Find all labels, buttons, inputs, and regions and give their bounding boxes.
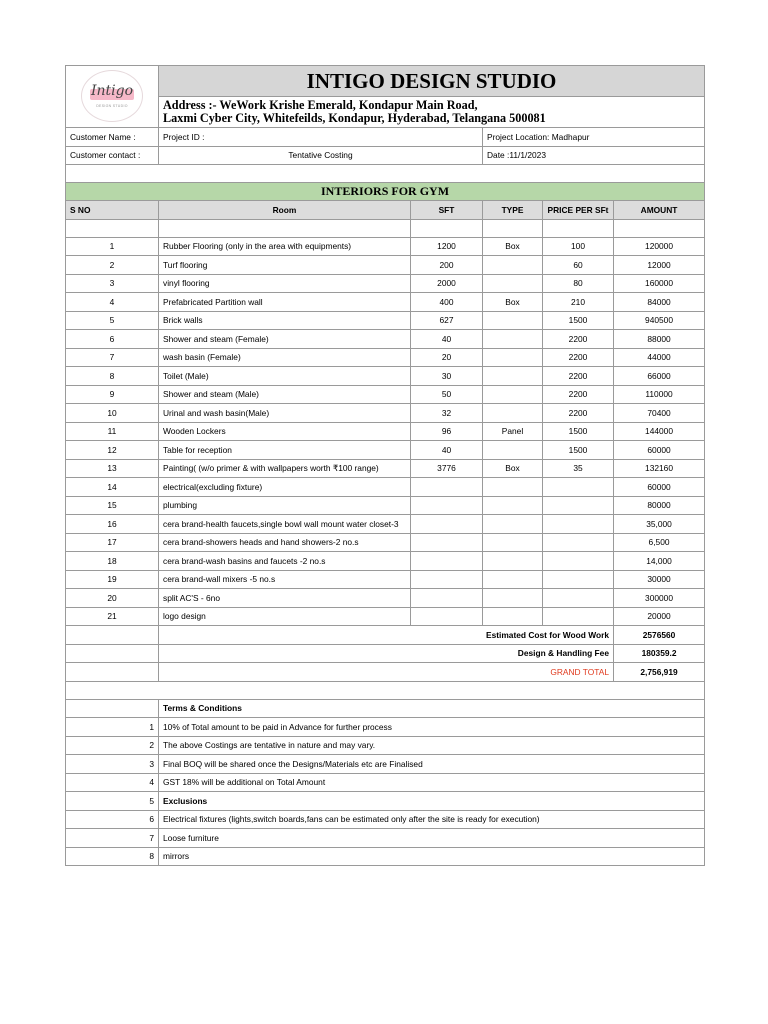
terms-row [66, 718, 705, 737]
total-value: 180359.2 [614, 644, 705, 663]
company-address [159, 97, 705, 128]
col-type-header: TYPE [483, 201, 543, 220]
table-row [66, 256, 705, 275]
item-sno: 5 [66, 311, 159, 330]
item-price [543, 533, 614, 552]
terms-title-row [66, 699, 705, 718]
total-row [66, 663, 705, 682]
address-line-2: Laxmi Cyber City, Whitefeilds, Kondapur, Hyderabad, Telangana 500081 [163, 111, 546, 125]
item-amount: 144000 [614, 422, 705, 441]
item-type [483, 589, 543, 608]
item-room: Table for reception [159, 441, 411, 460]
item-room: cera brand-health faucets,single bowl wall mount water closet-3 [159, 515, 411, 534]
item-price: 2200 [543, 348, 614, 367]
item-type [483, 348, 543, 367]
logo-cell [66, 66, 159, 128]
item-amount: 84000 [614, 293, 705, 312]
item-price: 1500 [543, 422, 614, 441]
table-row [66, 496, 705, 515]
table-row [66, 607, 705, 626]
terms-row [66, 773, 705, 792]
table-row [66, 570, 705, 589]
logo-wordmark: Intigo [90, 82, 134, 99]
item-price [543, 515, 614, 534]
item-room: Rubber Flooring (only in the area with equipments) [159, 237, 411, 256]
term-number: 8 [66, 847, 159, 866]
item-room: Brick walls [159, 311, 411, 330]
item-amount: 12000 [614, 256, 705, 275]
table-row [66, 293, 705, 312]
col-sno-header: S NO [66, 201, 159, 220]
item-room: Turf flooring [159, 256, 411, 275]
item-sno: 1 [66, 237, 159, 256]
item-type [483, 311, 543, 330]
terms-title: Terms & Conditions [159, 699, 705, 718]
blank-row [66, 219, 705, 237]
quotation-table-body [66, 66, 705, 866]
item-sno: 10 [66, 404, 159, 423]
terms-row [66, 829, 705, 848]
term-number: 5 [66, 792, 159, 811]
item-sft [411, 533, 483, 552]
table-row [66, 330, 705, 349]
item-amount: 80000 [614, 496, 705, 515]
item-type: Box [483, 293, 543, 312]
item-room: cera brand-showers heads and hand showers-2 no.s [159, 533, 411, 552]
item-sno: 15 [66, 496, 159, 515]
item-type: Box [483, 459, 543, 478]
terms-row [66, 847, 705, 866]
item-sft: 20 [411, 348, 483, 367]
term-number: 3 [66, 755, 159, 774]
item-room: Shower and steam (Female) [159, 330, 411, 349]
terms-row [66, 792, 705, 811]
item-room: logo design [159, 607, 411, 626]
item-sno: 20 [66, 589, 159, 608]
item-room: Toilet (Male) [159, 367, 411, 386]
total-label: GRAND TOTAL [159, 663, 614, 682]
item-sft [411, 496, 483, 515]
item-sft: 627 [411, 311, 483, 330]
item-sno: 2 [66, 256, 159, 275]
item-amount: 940500 [614, 311, 705, 330]
col-sft-header: SFT [411, 201, 483, 220]
table-row [66, 515, 705, 534]
term-text: The above Costings are tentative in nature and may vary. [159, 736, 705, 755]
item-amount: 160000 [614, 274, 705, 293]
table-row [66, 404, 705, 423]
term-text: 10% of Total amount to be paid in Advance for further process [159, 718, 705, 737]
item-sno: 7 [66, 348, 159, 367]
item-sft: 400 [411, 293, 483, 312]
project-id-label: Project ID : [159, 128, 483, 147]
company-logo: Intigo DESIGN STUDIO [81, 70, 143, 122]
item-sft [411, 478, 483, 497]
item-room: plumbing [159, 496, 411, 515]
item-type [483, 330, 543, 349]
blank-row [66, 165, 705, 183]
item-price: 80 [543, 274, 614, 293]
term-number: 4 [66, 773, 159, 792]
table-row [66, 589, 705, 608]
item-sft [411, 552, 483, 571]
col-amount-header: AMOUNT [614, 201, 705, 220]
item-type [483, 552, 543, 571]
item-type: Box [483, 237, 543, 256]
customer-contact-label: Customer contact : [66, 146, 159, 165]
item-price [543, 496, 614, 515]
item-sno: 9 [66, 385, 159, 404]
item-sft [411, 607, 483, 626]
table-row [66, 478, 705, 497]
item-type [483, 404, 543, 423]
term-text: GST 18% will be additional on Total Amount [159, 773, 705, 792]
address-line-1: Address :- WeWork Krishe Emerald, Kondapur Main Road, [163, 98, 478, 112]
item-sft: 30 [411, 367, 483, 386]
item-sno: 12 [66, 441, 159, 460]
blank-row [66, 681, 705, 699]
term-text: Electrical fixtures (lights,switch boards,fans can be estimated only after the site is ready for execution) [159, 810, 705, 829]
item-sno: 18 [66, 552, 159, 571]
item-price: 2200 [543, 330, 614, 349]
col-room-header: Room [159, 201, 411, 220]
total-row [66, 626, 705, 645]
item-sno: 8 [66, 367, 159, 386]
column-header-row [66, 201, 705, 220]
item-room: vinyl flooring [159, 274, 411, 293]
term-text: Final BOQ will be shared once the Designs/Materials etc are Finalised [159, 755, 705, 774]
quotation-sheet [65, 65, 704, 866]
section-row [66, 183, 705, 201]
item-sno: 13 [66, 459, 159, 478]
item-price: 100 [543, 237, 614, 256]
info-row-1 [66, 128, 705, 147]
col-price-header: PRICE PER SFt [543, 201, 614, 220]
item-amount: 35,000 [614, 515, 705, 534]
item-amount: 300000 [614, 589, 705, 608]
item-price: 60 [543, 256, 614, 275]
item-type [483, 607, 543, 626]
table-row [66, 348, 705, 367]
item-sft: 40 [411, 330, 483, 349]
table-row [66, 533, 705, 552]
table-row [66, 385, 705, 404]
item-sft: 1200 [411, 237, 483, 256]
item-type [483, 367, 543, 386]
item-amount: 14,000 [614, 552, 705, 571]
table-row [66, 441, 705, 460]
term-number: 2 [66, 736, 159, 755]
item-price [543, 552, 614, 571]
info-row-2 [66, 146, 705, 165]
item-sno: 16 [66, 515, 159, 534]
item-price [543, 589, 614, 608]
item-amount: 60000 [614, 441, 705, 460]
term-text: Loose furniture [159, 829, 705, 848]
project-location-label: Project Location: Madhapur [483, 128, 705, 147]
item-type [483, 515, 543, 534]
item-sno: 17 [66, 533, 159, 552]
item-amount: 132160 [614, 459, 705, 478]
table-row [66, 459, 705, 478]
section-title: INTERIORS FOR GYM [66, 183, 705, 201]
item-room: cera brand-wash basins and faucets -2 no.s [159, 552, 411, 571]
item-sft [411, 515, 483, 534]
item-sno: 11 [66, 422, 159, 441]
item-amount: 20000 [614, 607, 705, 626]
table-row [66, 422, 705, 441]
item-room: Urinal and wash basin(Male) [159, 404, 411, 423]
term-number: 7 [66, 829, 159, 848]
term-text: mirrors [159, 847, 705, 866]
item-type [483, 274, 543, 293]
table-row [66, 552, 705, 571]
term-number: 6 [66, 810, 159, 829]
item-price: 210 [543, 293, 614, 312]
total-label: Design & Handling Fee [159, 644, 614, 663]
item-amount: 110000 [614, 385, 705, 404]
item-sno: 19 [66, 570, 159, 589]
item-type [483, 478, 543, 497]
item-sft: 3776 [411, 459, 483, 478]
item-amount: 60000 [614, 478, 705, 497]
item-room: Painting( (w/o primer & with wallpapers worth ₹100 range) [159, 459, 411, 478]
total-row [66, 644, 705, 663]
customer-name-label: Customer Name : [66, 128, 159, 147]
item-sft: 2000 [411, 274, 483, 293]
item-type: Panel [483, 422, 543, 441]
item-room: Prefabricated Partition wall [159, 293, 411, 312]
item-sno: 14 [66, 478, 159, 497]
item-type [483, 385, 543, 404]
terms-row [66, 736, 705, 755]
item-price: 1500 [543, 311, 614, 330]
terms-row [66, 755, 705, 774]
item-sft: 32 [411, 404, 483, 423]
item-sft: 200 [411, 256, 483, 275]
item-room: split AC'S - 6no [159, 589, 411, 608]
item-price: 2200 [543, 367, 614, 386]
item-room: Wooden Lockers [159, 422, 411, 441]
item-amount: 6,500 [614, 533, 705, 552]
item-sno: 3 [66, 274, 159, 293]
item-type [483, 533, 543, 552]
term-text: Exclusions [159, 792, 705, 811]
item-sft: 96 [411, 422, 483, 441]
item-price: 1500 [543, 441, 614, 460]
item-room: electrical(excluding fixture) [159, 478, 411, 497]
item-sft [411, 570, 483, 589]
item-type [483, 441, 543, 460]
item-price: 35 [543, 459, 614, 478]
item-type [483, 570, 543, 589]
item-price [543, 607, 614, 626]
company-title: INTIGO DESIGN STUDIO [159, 66, 705, 97]
item-amount: 30000 [614, 570, 705, 589]
item-amount: 66000 [614, 367, 705, 386]
total-label: Estimated Cost for Wood Work [159, 626, 614, 645]
tentative-costing-label: Tentative Costing [159, 146, 483, 165]
item-room: wash basin (Female) [159, 348, 411, 367]
item-price [543, 570, 614, 589]
term-number: 1 [66, 718, 159, 737]
item-price: 2200 [543, 385, 614, 404]
table-row [66, 237, 705, 256]
table-row [66, 311, 705, 330]
item-amount: 70400 [614, 404, 705, 423]
item-sft: 50 [411, 385, 483, 404]
item-price [543, 478, 614, 497]
item-type [483, 496, 543, 515]
item-sft [411, 589, 483, 608]
item-room: cera brand-wall mixers -5 no.s [159, 570, 411, 589]
quotation-table [65, 65, 705, 866]
item-type [483, 256, 543, 275]
item-sno: 21 [66, 607, 159, 626]
table-row [66, 367, 705, 386]
item-sno: 4 [66, 293, 159, 312]
item-room: Shower and steam (Male) [159, 385, 411, 404]
item-sft: 40 [411, 441, 483, 460]
item-amount: 88000 [614, 330, 705, 349]
item-amount: 44000 [614, 348, 705, 367]
total-value: 2576560 [614, 626, 705, 645]
total-value: 2,756,919 [614, 663, 705, 682]
table-row [66, 274, 705, 293]
date-label: Date :11/1/2023 [483, 146, 705, 165]
item-price: 2200 [543, 404, 614, 423]
item-sno: 6 [66, 330, 159, 349]
item-amount: 120000 [614, 237, 705, 256]
terms-row [66, 810, 705, 829]
